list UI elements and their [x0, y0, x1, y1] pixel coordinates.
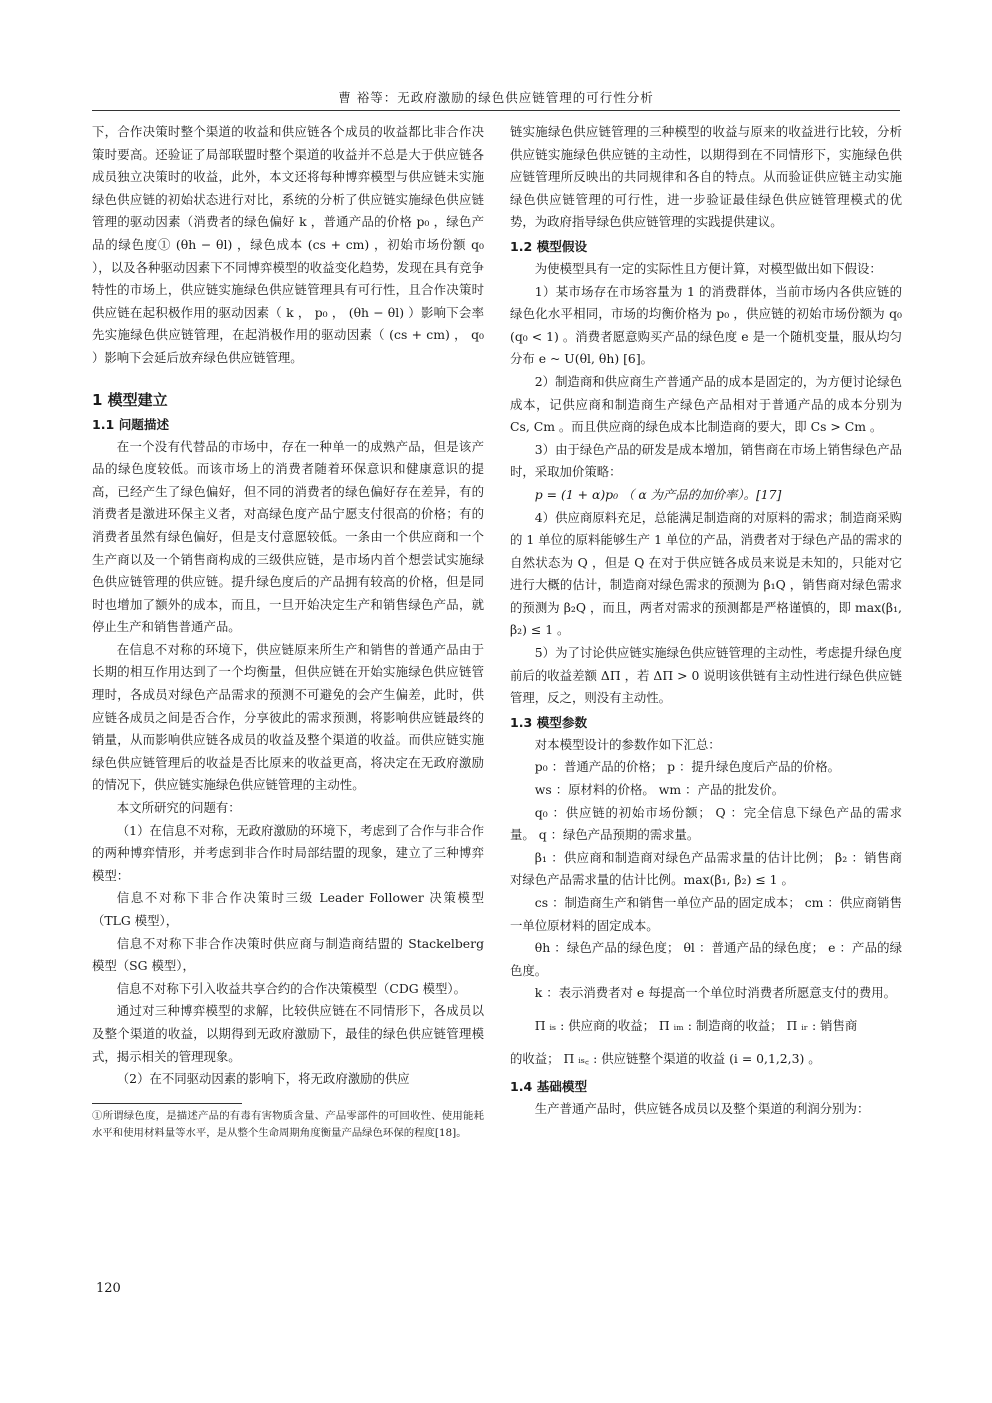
running-header [92, 88, 900, 111]
param-line: θh ：绿色产品的绿色度； θl ：普通产品的绿色度； e ：产品的绿色度。 [510, 940, 902, 978]
assumption-5: 5）为了讨论供应链实施绿色供应链管理的主动性，考虑提升绿色度前后的收益差额 ΔΠ ，若 ΔΠ > 0 说明该供链有主动性进行绿色供应链管理，反之，则没有主动性。 [510, 645, 903, 706]
param-line: cs ：制造商生产和销售一单位产品的固定成本； cm ：供应商销售一单位原材料的固定成本。 [510, 895, 902, 933]
paragraph: 对本模型设计的参数作如下汇总： [534, 736, 721, 752]
section-heading: 1 模型建立 [92, 390, 168, 409]
paragraph: 在信息不对称的环境下，供应链原来所生产和销售的普通产品由于长期的相互作用达到了一个均衡量，但供应链在开始实施绿色供应链管理时，各成员对绿色产品需求的预测不可避免的会产生偏差，此时，供应链各成员之间是否合作，分享彼此的需求预测，将影响供应链最终的销量，从而影响供应链各成员的收益及整个渠道的收益。而供应链实施绿色供应链管理后的收益是否比原来的收益更高，将决定在无政府激励的情况下，供应链实施绿色供应链管理的主动性。 [92, 641, 484, 793]
paragraph: （2）在不同驱动因素的影响下，将无政府激励的供应 [116, 1071, 410, 1087]
param-line: ws ：原材料的价格。 wm ：产品的批发价。 [534, 782, 785, 798]
paragraph: （1）在信息不对称，无政府激励的环境下，考虑到了合作与非合作的两种博弈情形，并考虑到非合作时局部结盟的现象，建立了三种博弈模型： [92, 822, 485, 883]
assumption-2: 2）制造商和供应商生产普通产品的成本是固定的，为方便讨论绿色成本，记供应商和制造商生产绿色产品相对于普通产品的成本分别为 Cs, Cm 。而且供应商的绿色成本比制造商的要大，即 Cs > Cm 。 [510, 373, 903, 435]
profit-symbols-line: 的收益； Π ᵢₛ꜀ : 供应链整个渠道的收益 (i = 0,1,2,3) 。 [510, 1050, 821, 1066]
right-column [510, 121, 902, 1121]
assumption-4: 4）供应商原料充足，总能满足制造商的对原料的需求；制造商采购的 1 单位的原料能够生产 1 单位的产品，消费者对于绿色产品的需求的自然状态为 Q ，但是 Q 在对于供应链各成员来说是未知的，只能对它进行大概的估计，制造商对绿色需求的预测为 β₁Q ，销售商对绿色需求的预测为 β₂Q ，而且，两者对需求的预测都是严格谨慎的，即 max(β₁, β₂) ≤ 1 。 [510, 509, 903, 638]
paragraph: 信息不对称下非合作决策时三级 Leader Follower 决策模型（TLG 模型）， [92, 890, 484, 928]
assumption-1: 1）某市场存在市场容量为 1 的消费群体，当前市场内各供应链的绿色化水平相同，市场的均衡价格为 p₀ ，供应链的初始市场份额为 q₀ (q₀ < 1) 。消费者愿意购买产品的绿色度 e 是一个随机变量，服从均匀分布 e ~ U(θl, θh) [6]。 [510, 283, 902, 367]
paragraph: 生产普通产品时，供应链各成员以及整个渠道的利润分别为： [534, 1101, 870, 1117]
subsection-heading: 1.3 模型参数 [510, 714, 588, 730]
paragraph: 信息不对称下非合作决策时供应商与制造商结盟的 Stackelberg 模型（SG 模型）， [92, 935, 484, 974]
param-line: k ：表示消费者对 e 每提高一个单位时消费者所愿意支付的费用。 [534, 985, 897, 1001]
paragraph: 信息不对称下引入收益共享合约的合作决策模型（CDG 模型）。 [116, 980, 467, 996]
assumption-3: 3）由于绿色产品的研发是成本增加，销售商在市场上销售绿色产品时，采取加价策略： [510, 441, 903, 480]
footnote: ①所谓绿色度，是描述产品的有毒有害物质含量、产品零部件的可回收性、使用能耗水平和使用材料量等水平，是从整个生命周期角度衡量产品绿色环保的程度[18]。 [92, 1109, 484, 1139]
param-line: β₁ ：供应商和制造商对绿色产品需求量的估计比例； β₂ ：销售商对绿色产品需求量的估计比例。max(β₁, β₂) ≤ 1 。 [510, 849, 902, 888]
paragraph: 在一个没有代替品的市场中，存在一种单一的成熟产品，但是该产品的绿色度较低。而该市场上的消费者随着环保意识和健康意识的提高，已经产生了绿色偏好，但不同的消费者的绿色偏好存在差异，有的消费者是激进环保主义者，对高绿色度产品宁愿支付很高的价格；有的消费者虽然有绿色偏好，但是支付意愿较低。一条由一个供应商和一个生产商以及一个销售商构成的三级供应链，是市场内首个想尝试实施绿色供应链管理的供应链。提升绿色度后的产品拥有较高的价格，但是同时也增加了额外的成本，而且，一旦开始决定生产和销售绿色产品，就停止生产和销售普通产品。 [92, 438, 484, 635]
paragraph: 下，合作决策时整个渠道的收益和供应链各个成员的收益都比非合作决策时要高。还验证了局部联盟时整个渠道的收益并不总是大于供应链各成员独立决策时的收益，此外，本文还将每种博弈模型与供应链未实施绿色供应链的初始状态进行对比，系统的分析了供应链实施绿色供应链管理的驱动因素（消费者的绿色偏好 k ，普通产品的价格 p₀ ，绿色产品的绿色度① (θh − θl) ，绿色成本 (cs + cm) ，初始市场份额 q₀ ），以及各种驱动因素下不同博弈模型的收益变化趋势，发现在具有竞争特性的市场上，供应链实施绿色供应链管理具有可行性，且合作决策时供应链在起积极作用的驱动因素（ k ， p₀ ， (θh − θl) ）影响下会率先实施绿色供应链管理，在起消极作用的驱动因素（ (cs + cm) ， q₀ ）影响下会延后放弃绿色供应链管理。 [92, 124, 484, 365]
paragraph: 通过对三种博弈模型的求解，比较供应链在不同情形下，各成员以及整个渠道的收益，以期得到无政府激励下，最佳的绿色供应链管理模式，揭示相关的管理现象。 [92, 1003, 484, 1064]
param-line: p₀ ：普通产品的价格； p ：提升绿色度后产品的价格。 [534, 759, 841, 775]
left-column [92, 121, 484, 1142]
footnote-divider [92, 1103, 242, 1104]
paragraph: 本文所研究的问题有： [116, 800, 241, 816]
paragraph: 为使模型具有一定的实际性且方便计算，对模型做出如下假设： [534, 260, 882, 276]
subsection-heading: 1.4 基础模型 [510, 1079, 588, 1095]
page-number: 120 [96, 1281, 121, 1296]
subsection-heading: 1.2 模型假设 [510, 238, 588, 254]
subsection-heading: 1.1 问题描述 [92, 416, 170, 432]
header-title: 曹 裕等：无政府激励的绿色供应链管理的可行性分析 [338, 90, 654, 105]
pricing-formula: p = (1 + α)p₀ （ α 为产品的加价率）。[17] [534, 486, 782, 502]
profit-symbols-line: Π ᵢₛ : 供应商的收益； Π ᵢₘ : 制造商的收益； Π ᵢᵣ : 销售商 [534, 1017, 858, 1033]
paragraph: 链实施绿色供应链管理的三种模型的收益与原来的收益进行比较，分析供应链实施绿色供应链的主动性，以期得到在不同情形下，实施绿色供应链管理所反映出的共同规律和各自的特点。从而验证供应链主动实施绿色供应链管理的可行性，进一步验证最佳绿色供应链管理模式的优势，为政府指导绿色供应链管理的实践提供建议。 [510, 124, 902, 230]
param-line: q₀ ：供应链的初始市场份额； Q ：完全信息下绿色产品的需求量。 q ：绿色产品预期的需求量。 [510, 804, 902, 843]
